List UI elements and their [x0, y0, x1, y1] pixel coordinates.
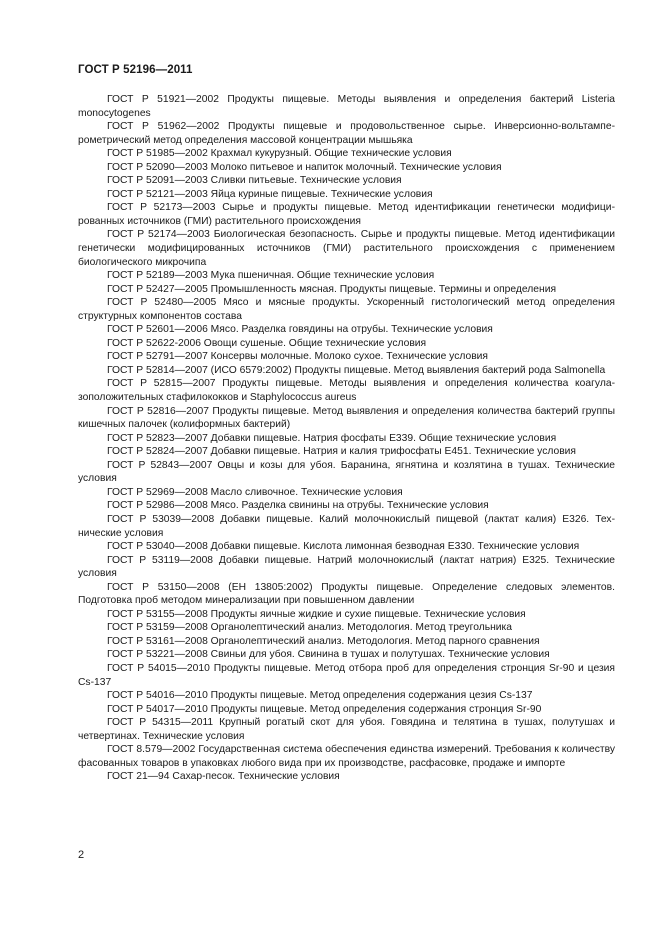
reference-entry: ГОСТ Р 52823—2007 Добавки пищевые. Натрия фосфаты Е339. Общие технические условия	[107, 432, 557, 444]
reference-entry: ГОСТ Р 54017—2010 Продукты пищевые. Метод определения содержания стронция Sr-90	[107, 703, 542, 715]
reference-entry: ГОСТ Р 53155—2008 Продукты яичные жидкие и сухие пищевые. Технические условия	[107, 608, 526, 620]
reference-entry: ГОСТ Р 52091—2003 Сливки питьевые. Технические условия	[107, 175, 402, 187]
page-number: 2	[78, 849, 85, 861]
reference-entry: ГОСТ Р 53039—2008 Добавки пищевые. Калий молочнокислый пищевой (лактат калия) Е326. Технические условия	[78, 513, 615, 539]
reference-entry: ГОСТ Р 52173—2003 Сырье и продукты пищевые. Метод идентификации генетически модифицированных источников (ГМИ) растительного происхождения	[78, 202, 615, 227]
reference-entry: ГОСТ Р 52814—2007 (ИСО 6579:2002) Продукты пищевые. Метод выявления бактерий рода Salmonella	[107, 364, 606, 376]
reference-entry: ГОСТ Р 51962—2002 Продукты пищевые и продовольственное сырье. Инверсионно-вольтамперометрический метод определения массовой концентрации мышьяка	[78, 121, 615, 146]
reference-entry: ГОСТ 21—94 Сахар-песок. Технические условия	[107, 771, 340, 783]
reference-entry: ГОСТ Р 51985—2002 Крахмал кукурузный. Общие технические условия	[107, 148, 452, 160]
reference-entry: ГОСТ Р 52427—2005 Промышленность мясная. Продукты пищевые. Термины и определения	[107, 283, 557, 295]
reference-entry: ГОСТ 8.579—2002 Государственная система обеспечения единства измерений. Требования к количеству фасованных товаров в упаковках любого вида при их производстве, расфасовке, продаже и импорте	[78, 744, 615, 769]
reference-entry: ГОСТ Р 52986—2008 Мясо. Разделка свинины на отрубы. Технические условия	[107, 500, 489, 512]
reference-entry: ГОСТ Р 52090—2003 Молоко питьевое и напиток молочный. Технические условия	[107, 161, 502, 173]
reference-entry: ГОСТ Р 52969—2008 Масло сливочное. Технические условия	[107, 486, 403, 498]
document-header: ГОСТ Р 52196—2011	[78, 64, 193, 76]
reference-entry: ГОСТ Р 53221—2008 Свиньи для убоя. Свинина в тушах и полутушах. Технические условия	[107, 649, 550, 661]
reference-entry: ГОСТ Р 52121—2003 Яйца куриные пищевые. Технические условия	[107, 188, 433, 200]
reference-entry: ГОСТ Р 53161—2008 Органолептический анализ. Методология. Метод парного сравнения	[107, 635, 540, 647]
reference-entry: ГОСТ Р 52815—2007 Продукты пищевые. Методы выявления и определения количества коагулазоположительных стафилококков и Staphylococcus aureus	[78, 378, 615, 404]
reference-entry: ГОСТ Р 52824—2007 Добавки пищевые. Натрия и калия трифосфаты Е451. Технические условия	[107, 446, 577, 458]
reference-entry: ГОСТ Р 53159—2008 Органолептический анализ. Методология. Метод треугольника	[107, 622, 512, 634]
reference-entry: ГОСТ Р 52622-2006 Овощи сушеные. Общие технические условия	[107, 337, 427, 349]
references-list	[78, 93, 615, 784]
reference-entry: ГОСТ Р 52843—2007 Овцы и козы для убоя. Баранина, ягнятина и козлятина в тушах. Технические условия	[78, 459, 615, 485]
reference-entry: ГОСТ Р 51921—2002 Продукты пищевые. Методы выявления и определения бактерий Listeria monocytogenes	[78, 94, 615, 119]
reference-entry: ГОСТ Р 52601—2006 Мясо. Разделка говядины на отрубы. Технические условия	[107, 324, 493, 336]
reference-entry: ГОСТ Р 52816—2007 Продукты пищевые. Метод выявления и определения количества бактерий группы кишечных палочек (колиформных бактерий)	[78, 405, 615, 431]
reference-entry: ГОСТ Р 54015—2010 Продукты пищевые. Метод отбора проб для определения стронция Sr-90 и цезия Cs-137	[78, 662, 615, 688]
reference-entry: ГОСТ Р 53150—2008 (ЕН 13805:2002) Продукты пищевые. Определение следовых элементов. Подготовка проб методом минерализации при повышенном давлении	[78, 581, 615, 607]
reference-entry: ГОСТ Р 54315—2011 Крупный рогатый скот для убоя. Говядина и телятина в тушах, полутушах и четвертинах. Технические условия	[78, 717, 615, 742]
reference-entry: ГОСТ Р 54016—2010 Продукты пищевые. Метод определения содержания цезия Cs-137	[107, 690, 533, 702]
reference-entry: ГОСТ Р 52189—2003 Мука пшеничная. Общие технические условия	[107, 270, 435, 282]
reference-entry: ГОСТ Р 53119—2008 Добавки пищевые. Натрий молочнокислый (лактат натрия) Е325. Технические условия	[78, 554, 615, 580]
reference-entry: ГОСТ Р 52791—2007 Консервы молочные. Молоко сухое. Технические условия	[107, 351, 488, 363]
reference-entry: ГОСТ Р 52480—2005 Мясо и мясные продукты. Ускоренный гистологический метод определения структурных компонентов состава	[78, 297, 615, 322]
reference-entry: ГОСТ Р 52174—2003 Биологическая безопасность. Сырье и продукты пищевые. Метод идентификации генетически модифицированных источников (ГМИ) растительного происхождения с применением биологического микрочипа	[78, 229, 615, 268]
reference-entry: ГОСТ Р 53040—2008 Добавки пищевые. Кислота лимонная безводная Е330. Технические условия	[107, 541, 580, 553]
